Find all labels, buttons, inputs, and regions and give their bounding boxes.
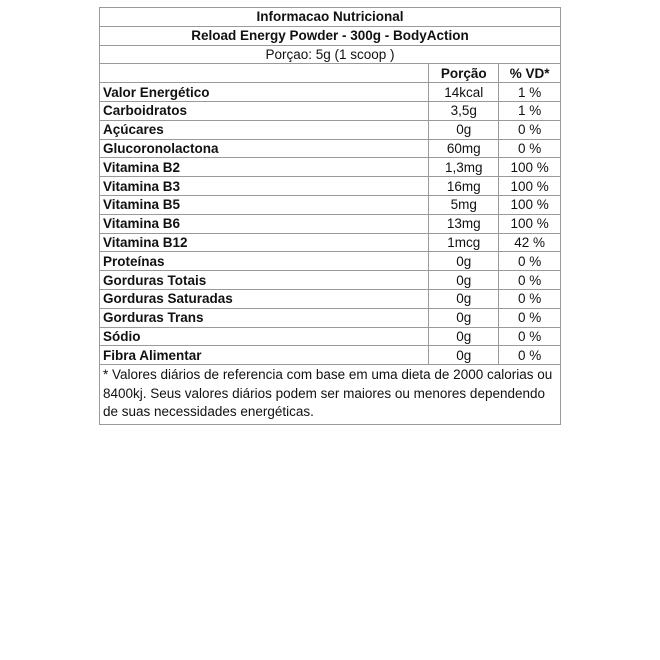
column-header-empty (100, 64, 429, 83)
nutrient-vd: 0 % (499, 346, 561, 365)
nutrient-name: Vitamina B6 (100, 214, 429, 233)
nutrient-name: Glucoronolactona (100, 139, 429, 158)
product-name: Reload Energy Powder - 300g - BodyAction (100, 26, 561, 45)
nutrient-name: Vitamina B12 (100, 233, 429, 252)
nutrient-vd: 0 % (499, 289, 561, 308)
nutrient-name: Valor Energético (100, 83, 429, 102)
nutrient-vd: 0 % (499, 252, 561, 271)
nutrient-name: Sódio (100, 327, 429, 346)
nutrient-name: Fibra Alimentar (100, 346, 429, 365)
column-header-porcao: Porção (429, 64, 499, 83)
table-row (100, 83, 561, 102)
table-row (100, 271, 561, 290)
table-row (100, 233, 561, 252)
nutrient-name: Proteínas (100, 252, 429, 271)
nutrient-name: Vitamina B3 (100, 177, 429, 196)
table-row (100, 346, 561, 365)
nutrition-facts-table (99, 7, 561, 425)
table-row (100, 139, 561, 158)
nutrient-name: Carboidratos (100, 101, 429, 120)
footnote-text: * Valores diários de referencia com base em uma dieta de 2000 calorias ou 8400kj. Seus valores diários podem ser maiores ou menores dependendo de suas necessidades energéticas. (100, 365, 561, 425)
nutrient-porcao: 0g (429, 289, 499, 308)
nutrient-vd: 0 % (499, 308, 561, 327)
product-row (100, 26, 561, 45)
nutrient-name: Gorduras Totais (100, 271, 429, 290)
table-row (100, 214, 561, 233)
nutrient-porcao: 0g (429, 327, 499, 346)
column-header-row (100, 64, 561, 83)
nutrient-vd: 42 % (499, 233, 561, 252)
nutrient-porcao: 0g (429, 120, 499, 139)
nutrient-porcao: 1,3mg (429, 158, 499, 177)
nutrient-porcao: 1mcg (429, 233, 499, 252)
table-row (100, 252, 561, 271)
nutrient-vd: 0 % (499, 139, 561, 158)
serving-size: Porçao: 5g (1 scoop ) (100, 45, 561, 64)
column-header-vd: % VD* (499, 64, 561, 83)
title-row (100, 8, 561, 27)
nutrient-vd: 0 % (499, 271, 561, 290)
nutrient-porcao: 13mg (429, 214, 499, 233)
nutrient-vd: 100 % (499, 214, 561, 233)
table-row (100, 177, 561, 196)
nutrient-vd: 100 % (499, 177, 561, 196)
nutrient-vd: 0 % (499, 327, 561, 346)
table-row (100, 101, 561, 120)
nutrient-vd: 0 % (499, 120, 561, 139)
nutrient-porcao: 16mg (429, 177, 499, 196)
nutrient-name: Açúcares (100, 120, 429, 139)
table-row (100, 327, 561, 346)
nutrient-vd: 100 % (499, 158, 561, 177)
nutrient-name: Vitamina B2 (100, 158, 429, 177)
footnote-row (100, 365, 561, 425)
nutrient-porcao: 60mg (429, 139, 499, 158)
nutrient-porcao: 3,5g (429, 101, 499, 120)
nutrient-porcao: 0g (429, 308, 499, 327)
table-row (100, 195, 561, 214)
nutrient-porcao: 14kcal (429, 83, 499, 102)
nutrient-vd: 1 % (499, 101, 561, 120)
nutrient-porcao: 0g (429, 252, 499, 271)
nutrient-vd: 100 % (499, 195, 561, 214)
table-row (100, 308, 561, 327)
nutrient-porcao: 0g (429, 346, 499, 365)
nutrient-name: Gorduras Trans (100, 308, 429, 327)
nutrient-name: Vitamina B5 (100, 195, 429, 214)
nutrient-name: Gorduras Saturadas (100, 289, 429, 308)
table-row (100, 158, 561, 177)
nutrient-vd: 1 % (499, 83, 561, 102)
nutrient-porcao: 0g (429, 271, 499, 290)
table-title: Informacao Nutricional (100, 8, 561, 27)
serving-row (100, 45, 561, 64)
table-row (100, 289, 561, 308)
table-row (100, 120, 561, 139)
nutrient-porcao: 5mg (429, 195, 499, 214)
